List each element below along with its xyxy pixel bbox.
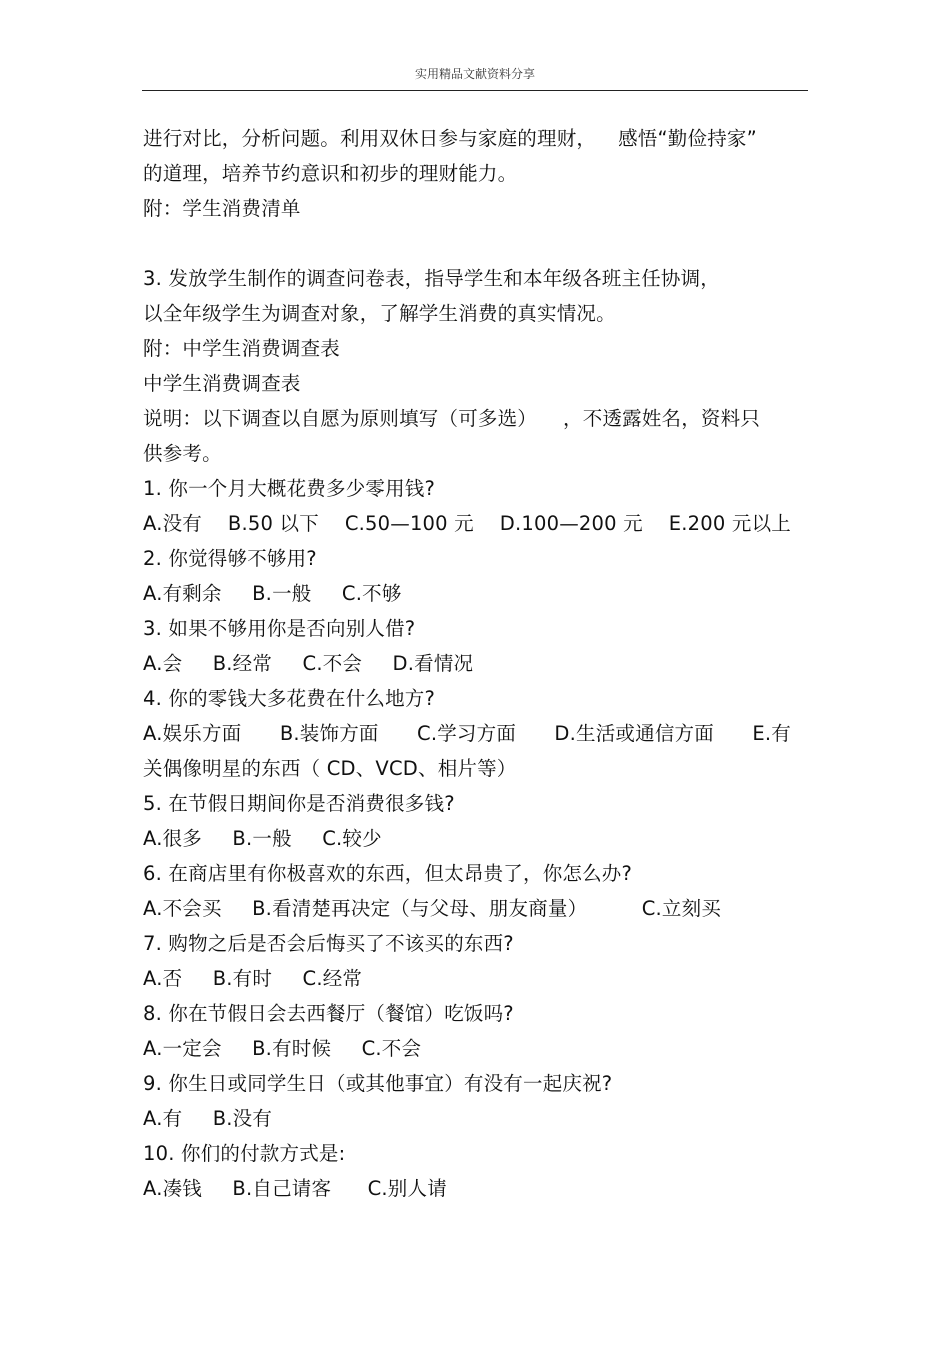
option: B.有时候 xyxy=(252,1037,332,1060)
question-3: 3. 如果不够用你是否向别人借? xyxy=(143,617,416,640)
section3-attachment: 附：中学生消费调查表 xyxy=(143,337,341,360)
option: A.有剩余 xyxy=(143,582,222,605)
page-header xyxy=(142,64,808,84)
section3-line-2: 以全年级学生为调查对象，了解学生消费的真实情况。 xyxy=(143,302,616,325)
question-1-options xyxy=(143,506,791,541)
question-7-options xyxy=(143,961,813,996)
question-7: 7. 购物之后是否会后悔买了不该买的东西? xyxy=(143,932,514,955)
survey-note-line-1 xyxy=(143,401,813,436)
question-5: 5. 在节假日期间你是否消费很多钱? xyxy=(143,792,455,815)
section3-line-1: 3. 发放学生制作的调查问卷表，指导学生和本年级各班主任协调， xyxy=(143,267,721,290)
intro-attachment: 附：学生消费清单 xyxy=(143,197,301,220)
question-4-continuation: 关偶像明星的东西（ CD、VCD、相片等） xyxy=(143,757,517,780)
question-3-options xyxy=(143,646,813,681)
option: C.学习方面 xyxy=(417,722,517,745)
question-8: 8. 你在节假日会去西餐厅（餐馆）吃饭吗? xyxy=(143,1002,514,1025)
option: B.一般 xyxy=(232,827,292,850)
question-8-options xyxy=(143,1031,813,1066)
option: A.很多 xyxy=(143,827,202,850)
intro-line-1-text: 进行对比，分析问题。利用双休日参与家庭的理财， xyxy=(143,127,597,150)
option: B.有时 xyxy=(212,967,273,990)
document-body xyxy=(143,121,813,1206)
option: C.50—100 元 xyxy=(344,512,474,535)
question-4: 4. 你的零钱大多花费在什么地方? xyxy=(143,687,436,710)
option: A.否 xyxy=(143,967,183,990)
option: C.较少 xyxy=(322,827,382,850)
question-6-options xyxy=(143,891,813,926)
question-5-options xyxy=(143,821,813,856)
option: A.会 xyxy=(143,652,183,675)
option: A.一定会 xyxy=(143,1037,222,1060)
option: D.100—200 元 xyxy=(499,512,643,535)
option: C.经常 xyxy=(302,967,363,990)
question-2: 2. 你觉得够不够用? xyxy=(143,547,317,570)
option: A.娱乐方面 xyxy=(143,722,242,745)
question-4-options xyxy=(143,716,791,751)
survey-title: 中学生消费调查表 xyxy=(143,372,301,395)
option: C.不会 xyxy=(302,652,363,675)
option: E.200 元以上 xyxy=(668,512,791,535)
survey-note-line-2: 供参考。 xyxy=(143,442,222,465)
option: B.经常 xyxy=(212,652,273,675)
option: B.自己请客 xyxy=(232,1177,332,1200)
intro-line-2: 的道理，培养节约意识和初步的理财能力。 xyxy=(143,162,518,185)
question-9: 9. 你生日或同学生日（或其他事宜）有没有一起庆祝? xyxy=(143,1072,613,1095)
header-title: 实用精品文献资料分享 xyxy=(414,67,535,81)
option: B.装饰方面 xyxy=(279,722,379,745)
option: B.看清楚再决定（与父母、朋友商量） xyxy=(252,897,588,920)
question-10-options xyxy=(143,1171,813,1206)
intro-line-1-quote: 感悟“勤俭持家” xyxy=(618,127,757,150)
option: A.没有 xyxy=(143,512,202,535)
option: B.一般 xyxy=(252,582,312,605)
blank-line xyxy=(143,226,813,261)
option: D.生活或通信方面 xyxy=(554,722,714,745)
option: A.有 xyxy=(143,1107,183,1130)
question-10: 10. 你们的付款方式是: xyxy=(143,1142,346,1165)
option: C.不够 xyxy=(341,582,402,605)
intro-line-1 xyxy=(143,121,813,156)
survey-note-b: ，不透露姓名，资料只 xyxy=(563,407,761,430)
option: D.看情况 xyxy=(392,652,474,675)
question-1: 1. 你一个月大概花费多少零用钱? xyxy=(143,477,436,500)
option: B.没有 xyxy=(212,1107,273,1130)
question-9-options xyxy=(143,1101,813,1136)
question-2-options xyxy=(143,576,813,611)
option: A.凑钱 xyxy=(143,1177,202,1200)
header-divider xyxy=(142,90,808,91)
option: E.有 xyxy=(752,722,791,745)
question-6: 6. 在商店里有你极喜欢的东西，但太昂贵了，你怎么办? xyxy=(143,862,633,885)
option: A.不会买 xyxy=(143,897,222,920)
option: B.50 以下 xyxy=(227,512,319,535)
option: C.立刻买 xyxy=(641,897,722,920)
option: C.别人请 xyxy=(367,1177,447,1200)
option: C.不会 xyxy=(361,1037,422,1060)
survey-note-a: 说明：以下调查以自愿为原则填写（可多选） xyxy=(143,407,538,430)
